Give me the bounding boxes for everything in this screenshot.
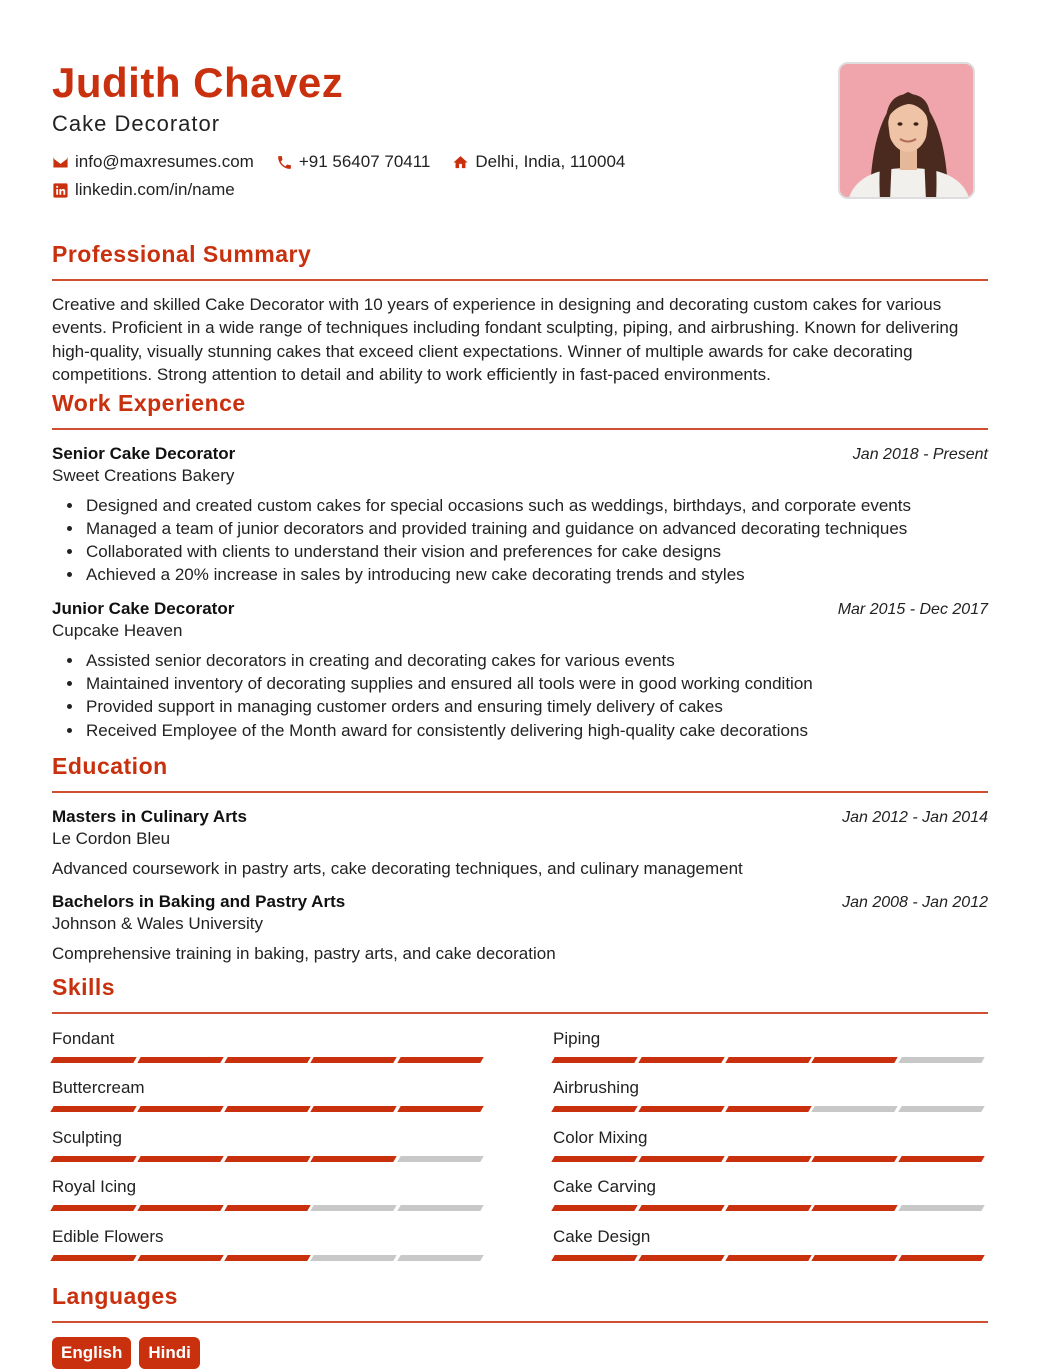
education-description: Advanced coursework in pastry arts, cake decorating techniques, and culinary management [52, 858, 743, 878]
rating-segment-filled [551, 1205, 638, 1211]
phone-contact[interactable] [276, 152, 431, 172]
rating-segment-filled [725, 1156, 812, 1162]
rating-segment-filled [725, 1205, 812, 1211]
rating-segment-filled [137, 1106, 224, 1112]
skill-item [553, 1028, 987, 1078]
rating-segment-filled [50, 1106, 137, 1112]
rating-segment-filled [311, 1106, 398, 1112]
degree-name: Bachelors in Baking and Pastry Arts [52, 892, 346, 911]
job-bullets [84, 649, 988, 742]
rating-segment-empty [311, 1255, 398, 1261]
phone-text: +91 56407 70411 [298, 152, 431, 171]
section-divider [52, 428, 988, 430]
candidate-name: Judith Chavez [52, 59, 344, 106]
rating-segment-filled [898, 1255, 985, 1261]
home-icon [452, 154, 469, 171]
rating-segment-empty [397, 1205, 484, 1211]
skill-item [52, 1176, 486, 1226]
bullet-item: • Collaborated with clients to understand their vision and preferences for cake designs [84, 540, 988, 563]
rating-segment-empty [397, 1255, 484, 1261]
summary-section [52, 239, 988, 387]
bullet-item: • Designed and created custom cakes for special occasions such as weddings, birthdays, and corporate events [84, 494, 988, 517]
rating-segment-filled [812, 1057, 899, 1063]
education-description: Comprehensive training in baking, pastry arts, and cake decoration [52, 944, 556, 963]
rating-segment-filled [638, 1106, 725, 1112]
rating-segment-filled [638, 1255, 725, 1261]
rating-segment-empty [898, 1106, 985, 1112]
rating-segment-filled [137, 1255, 224, 1261]
rating-segment-empty [898, 1057, 985, 1063]
location-text: Delhi, India, 110004 [475, 152, 626, 171]
skill-name: Edible Flowers [52, 1226, 164, 1246]
rating-segment-filled [638, 1156, 725, 1162]
skill-rating-bar [553, 1156, 987, 1162]
rating-segment-filled [725, 1255, 812, 1261]
school-name: Johnson & Wales University [52, 914, 264, 933]
skill-rating-bar [553, 1255, 987, 1261]
skill-name: Airbrushing [553, 1078, 639, 1097]
skill-rating-bar [52, 1255, 486, 1261]
degree-name: Masters in Culinary Arts [52, 806, 247, 826]
language-tag: Hindi [139, 1337, 200, 1369]
education-heading: Education [52, 753, 168, 779]
languages-heading: Languages [52, 1283, 178, 1309]
envelope-icon [52, 154, 69, 171]
rating-segment-filled [311, 1156, 398, 1162]
rating-segment-filled [397, 1106, 484, 1112]
experience-heading: Work Experience [52, 390, 246, 416]
rating-segment-empty [311, 1205, 398, 1211]
phone-icon [276, 154, 293, 171]
skill-item [553, 1127, 987, 1177]
linkedin-text: linkedin.com/in/name [75, 180, 235, 199]
education-dates: Jan 2008 - Jan 2012 [842, 894, 988, 911]
rating-segment-empty [397, 1156, 484, 1162]
skill-item [553, 1176, 987, 1226]
skills-grid [52, 1028, 988, 1276]
email-text: info@maxresumes.com [75, 152, 254, 171]
linkedin-icon [52, 182, 69, 199]
skill-rating-bar [52, 1205, 486, 1211]
language-list [52, 1337, 988, 1369]
skills-heading: Skills [52, 974, 116, 1000]
skill-rating-bar [52, 1106, 486, 1112]
location-contact [452, 152, 625, 172]
rating-segment-empty [812, 1106, 899, 1112]
education-section [52, 751, 988, 966]
section-divider [52, 791, 988, 793]
bullet-item: • Managed a team of junior decorators and provided training and guidance on advanced decorating techniques [84, 517, 988, 540]
rating-segment-filled [551, 1255, 638, 1261]
education-entry [52, 807, 988, 881]
rating-segment-filled [397, 1057, 484, 1063]
skill-name: Royal Icing [52, 1177, 137, 1196]
company-name: Sweet Creations Bakery [52, 465, 235, 485]
rating-segment-filled [812, 1156, 899, 1162]
job-title: Cake Decorator [52, 111, 221, 136]
job-dates: Jan 2018 - Present [852, 445, 988, 463]
job-entry [52, 599, 988, 742]
rating-segment-filled [725, 1057, 812, 1063]
skill-name: Color Mixing [553, 1127, 648, 1147]
job-bullets [84, 494, 988, 587]
skill-item [52, 1127, 486, 1177]
job-dates: Mar 2015 - Dec 2017 [837, 600, 988, 618]
skill-rating-bar [553, 1205, 987, 1211]
skills-section [52, 972, 988, 1275]
section-divider [52, 279, 988, 281]
job-title: Senior Cake Decorator [52, 443, 236, 463]
rating-segment-filled [137, 1205, 224, 1211]
rating-segment-filled [137, 1156, 224, 1162]
rating-segment-filled [224, 1106, 311, 1112]
language-tag: English [52, 1337, 131, 1369]
summary-text: Creative and skilled Cake Decorator with 10 years of experience in designing and decorating custom cakes for various events. Proficient in a wide range of techniques including fondant sculpting, piping, and airbrushing. Known for delivering high-quality, visually stunning cakes that exceed client expectations. Winner of multiple awards for cake decorating competitions. Strong attention to detail and ability to work efficiently in fast-paced environments. [52, 294, 959, 384]
skill-item [52, 1077, 486, 1127]
skill-item [553, 1226, 987, 1276]
rating-segment-empty [898, 1205, 985, 1211]
rating-segment-filled [551, 1106, 638, 1112]
experience-section [52, 388, 988, 742]
rating-segment-filled [898, 1156, 985, 1162]
rating-segment-filled [551, 1057, 638, 1063]
email-contact[interactable] [52, 152, 254, 172]
rating-segment-filled [224, 1255, 311, 1261]
rating-segment-filled [725, 1106, 812, 1112]
school-name: Le Cordon Bleu [52, 828, 171, 848]
skill-rating-bar [52, 1057, 486, 1063]
linkedin-contact[interactable] [52, 180, 235, 200]
rating-segment-filled [50, 1057, 137, 1063]
skill-item [553, 1077, 987, 1127]
portrait-image [840, 64, 975, 199]
skill-item [52, 1226, 486, 1276]
skill-name: Piping [553, 1028, 601, 1048]
rating-segment-filled [224, 1156, 311, 1162]
skill-name: Sculpting [52, 1127, 122, 1147]
bullet-item: • Provided support in managing customer orders and ensuring timely delivery of cakes [84, 695, 988, 718]
profile-photo [838, 62, 975, 199]
job-title: Junior Cake Decorator [52, 598, 235, 618]
skill-item [52, 1028, 486, 1078]
skill-name: Fondant [52, 1028, 115, 1048]
rating-segment-filled [638, 1205, 725, 1211]
rating-segment-filled [50, 1205, 137, 1211]
rating-segment-filled [551, 1156, 638, 1162]
bullet-item: • Achieved a 20% increase in sales by introducing new cake decorating trends and styles [84, 563, 988, 586]
rating-segment-filled [224, 1205, 311, 1211]
skill-rating-bar [553, 1106, 987, 1112]
rating-segment-filled [50, 1255, 137, 1261]
rating-segment-filled [812, 1255, 899, 1261]
languages-section [52, 1281, 988, 1369]
skill-rating-bar [52, 1156, 486, 1162]
rating-segment-filled [812, 1205, 899, 1211]
section-divider [52, 1012, 988, 1014]
section-divider [52, 1321, 988, 1323]
company-name: Cupcake Heaven [52, 620, 183, 640]
education-entry [52, 892, 988, 966]
skill-name: Cake Design [553, 1226, 651, 1246]
skill-name: Cake Carving [553, 1177, 656, 1196]
rating-segment-filled [50, 1156, 137, 1162]
rating-segment-filled [311, 1057, 398, 1063]
summary-heading: Professional Summary [52, 241, 312, 267]
skill-rating-bar [553, 1057, 987, 1063]
rating-segment-filled [224, 1057, 311, 1063]
skill-name: Buttercream [52, 1078, 145, 1097]
bullet-item: • Maintained inventory of decorating supplies and ensured all tools were in good working condition [84, 672, 988, 695]
bullet-item: • Assisted senior decorators in creating and decorating cakes for various events [84, 649, 988, 672]
bullet-item: • Received Employee of the Month award for consistently delivering high-quality cake decorations [84, 719, 988, 742]
rating-segment-filled [137, 1057, 224, 1063]
education-dates: Jan 2012 - Jan 2014 [842, 808, 988, 826]
rating-segment-filled [638, 1057, 725, 1063]
job-entry [52, 444, 988, 587]
